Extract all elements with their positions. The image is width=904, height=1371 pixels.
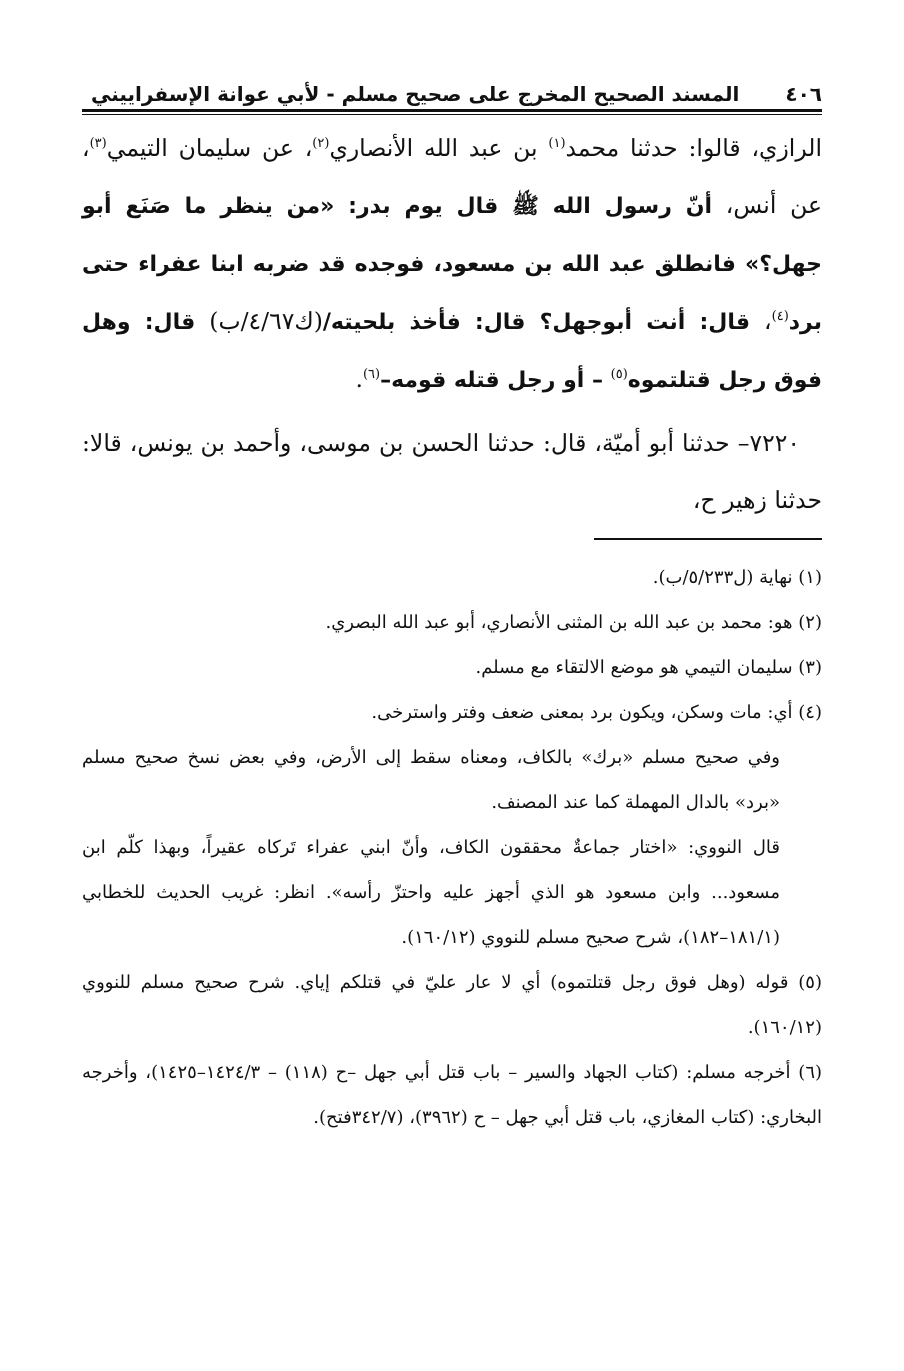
header-rule-thin — [82, 114, 822, 115]
footnote-4: (٤) أي: مات وسكن، ويكون برد بمعنى ضعف وفتر واسترخى. — [371, 702, 822, 723]
text-span: ، عن سليمان التيمي — [106, 134, 313, 162]
bold-matn: أنّ رسول الله ﷺ قال يوم بدر: «من ينظر ما صَنَع أبو جهل؟» فانطلق عبد الله بن مسعود، فوجده قد ضربه ابنا عفراء حتى برد — [82, 194, 823, 335]
text-span: ، — [750, 307, 772, 335]
bold-matn: قال: أنت أبوجهل؟ قال: فأخذ بلحيته/ — [322, 310, 751, 335]
hadith-paragraph — [82, 120, 822, 409]
running-title: المسند الصحيح المخرج على صحيح مسلم - لأبي عوانة الإسفراييني — [90, 82, 740, 106]
footnote-2: (٢) هو: محمد بن عبد الله بن المثنى الأنصاري، أبو عبد الله البصري. — [325, 612, 822, 633]
footnote-3: (٣) سليمان التيمي هو موضع الالتقاء مع مسلم. — [475, 657, 822, 678]
page-header — [82, 66, 822, 106]
footnote-ref-5: (٥) — [610, 367, 628, 383]
text-span: بن عبد الله الأنصاري — [329, 134, 549, 162]
text-span: . — [355, 365, 363, 393]
footnote-separator — [594, 538, 822, 540]
text-span: الرازي، قالوا: حدثنا محمد — [565, 134, 822, 162]
footnote-ref-6: (٦) — [362, 367, 381, 383]
page-number: ٤٠٦ — [785, 82, 822, 106]
footnote-4-continued: وفي صحيح مسلم «برك» بالكاف، ومعناه سقط إلى الأرض، وفي بعض نسخ صحيح مسلم «برد» بالدال المهملة كما عند المصنف. — [82, 747, 780, 813]
footnote-4-nawawi: قال النووي: «اختار جماعةٌ محققون الكاف، وأنّ ابني عفراء تَركاه عقيراً، وبهذا كلّم ابن مسعود... وابن مسعود هو الذي أجهز عليه واحتزّ رأسه». انظر: غريب الحديث للخطابي (١٨١/١–١٨٢)، شرح صحيح مسلم للنووي (١٦٠/١٢). — [82, 837, 780, 948]
bold-matn: – أو رجل قتله قومه– — [380, 368, 611, 393]
header-rule — [82, 109, 822, 112]
footnote-ref-3: (٣) — [89, 136, 107, 152]
footnote-ref-1: (١) — [548, 136, 566, 152]
text-span: ، عن أنس، — [82, 134, 822, 219]
footnote-1: (١) نهاية (ل٥/٢٣٣/ب). — [652, 567, 822, 588]
footnotes — [82, 555, 822, 1140]
footnote-ref-2: (٢) — [312, 136, 330, 152]
manuscript-ref: (ك٤/٦٧/ب) — [195, 307, 323, 335]
footnote-6: (٦) أخرجه مسلم: (كتاب الجهاد والسير – باب قتل أبي جهل –ح (١١٨) – ١٤٢٤/٣–١٤٢٥)، وأخرجه البخاري: (كتاب المغازي، باب قتل أبي جهل – ح (٣٩٦٢)، (٣٤٢/٧فتح). — [82, 1062, 823, 1128]
bold-matn: قال: وهل فوق رجل قتلتموه — [82, 310, 822, 393]
main-text — [82, 120, 822, 529]
hadith-7220: ٧٢٢٠– حدثنا أبو أميّة، قال: حدثنا الحسن بن موسى، وأحمد بن يونس، قالا: حدثنا زهير ح، — [82, 429, 822, 514]
footnote-5: (٥) قوله (وهل فوق رجل قتلتموه) أي لا عار عليّ في قتلكم إياي. شرح صحيح مسلم للنووي (١٦٠/١٢). — [82, 972, 822, 1038]
footnote-ref-4: (٤) — [771, 309, 789, 325]
